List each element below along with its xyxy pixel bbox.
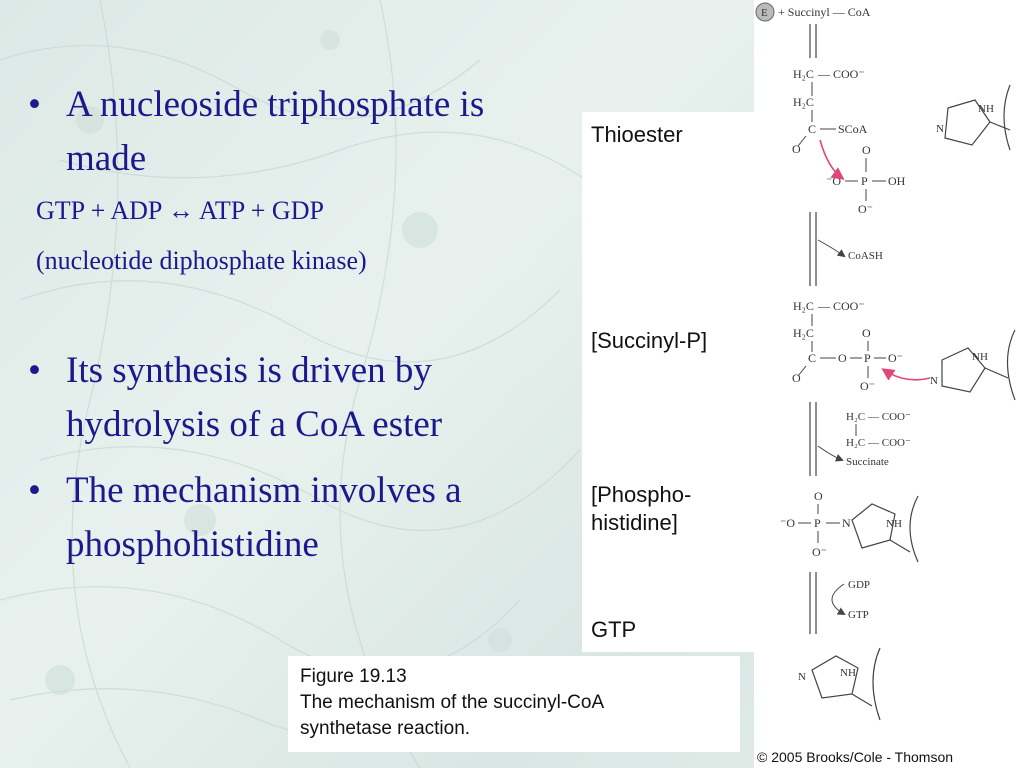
mechanism-diagram: [752, 0, 1024, 768]
enzyme-badge-label: E: [761, 7, 768, 19]
equilibrium-arrow-2: [810, 212, 816, 286]
chem-h2c: H₂C: [846, 411, 866, 423]
chem-o: O: [792, 371, 801, 385]
label-panel-top: [582, 112, 754, 652]
chem-o-minus: O⁻: [888, 351, 903, 365]
top-reactant: + Succinyl — CoA: [778, 5, 871, 19]
attack-arrow-1: [820, 140, 842, 178]
chem-nh: NH: [972, 351, 988, 363]
chem-nh: NH: [978, 103, 994, 115]
chem-o: O: [862, 143, 871, 157]
chem-h2c: H₂C: [793, 299, 814, 313]
bullet-dot: •: [28, 350, 41, 391]
bullet-dot: •: [28, 470, 41, 511]
chem-neg-o: ⁻O: [780, 516, 795, 530]
label-gtp: GTP: [591, 617, 637, 642]
chem-coo: — COO⁻: [818, 299, 865, 313]
chem-c: C: [808, 351, 817, 365]
chem-o: O: [814, 489, 823, 503]
enzyme-note: (nucleotide diphosphate kinase): [36, 246, 367, 275]
chem-p: P: [814, 516, 821, 530]
chem-n: N: [930, 375, 938, 387]
bullet-text: The mechanism involves a phosphohistidine: [66, 470, 462, 565]
chem-o: O: [838, 351, 847, 365]
chem-nh: NH: [886, 518, 902, 530]
chem-coo: — COO⁻: [868, 437, 911, 449]
imidazole-ring-4: [812, 648, 880, 720]
chem-coo: — COO⁻: [818, 67, 865, 81]
gdp-label: GDP: [848, 579, 871, 591]
copyright: © 2005 Brooks/Cole - Thomson: [757, 749, 954, 765]
chem-neg-o: ⁻O: [826, 174, 841, 188]
chem-o-minus: O⁻: [860, 379, 875, 393]
chem-p: P: [861, 174, 868, 188]
chem-coo: — COO⁻: [868, 411, 911, 423]
chem-h2c: H₂C: [793, 67, 814, 81]
equilibrium-arrow-1: [810, 24, 816, 58]
chem-h2c: H₂C: [793, 326, 814, 340]
caption-line-2: The mechanism of the succinyl-CoA: [300, 692, 605, 713]
label-succinyl-p: [Succinyl-P]: [591, 328, 708, 353]
chem-c: C: [808, 122, 817, 136]
chem-h2c: H₂C: [846, 437, 866, 449]
attack-arrow-2: [884, 370, 930, 380]
equilibrium-arrow-3: [810, 402, 816, 476]
caption-line-1: Figure 19.13: [300, 666, 407, 687]
chem-o-minus: O⁻: [858, 202, 873, 216]
label-phospho-histidine-2: histidine]: [591, 510, 678, 535]
chem-o-minus: O⁻: [812, 545, 827, 559]
bullet-dot: •: [28, 84, 41, 125]
chem-n: N: [842, 516, 851, 530]
imidazole-ring-1: [945, 85, 1010, 150]
coash-label: CoASH: [848, 250, 883, 262]
chem-p: P: [864, 351, 871, 365]
imidazole-ring-3: [852, 496, 918, 562]
succinate-label: Succinate: [846, 456, 889, 468]
equilibrium-arrow-4: [810, 572, 816, 634]
succinyl-coa-structure: [792, 67, 906, 216]
chem-oh: OH: [888, 174, 906, 188]
gtp-diagram-label: GTP: [848, 609, 869, 621]
chem-n: N: [798, 671, 806, 683]
chem-o: O: [862, 326, 871, 340]
equation: GTP + ADP ↔ ATP + GDP: [36, 196, 324, 225]
chem-n: N: [936, 123, 944, 135]
bullet-text: A nucleoside triphosphate is made: [66, 84, 485, 179]
chem-h2c: H₂C: [793, 95, 814, 109]
label-thioester: Thioester: [591, 122, 683, 147]
chem-scoa: SCoA: [838, 122, 868, 136]
chem-nh: NH: [840, 667, 856, 679]
imidazole-ring-2: [942, 330, 1015, 400]
caption-line-3: synthetase reaction.: [300, 718, 471, 739]
bullet-text: Its synthesis is driven by hydrolysis of a CoA ester: [66, 350, 443, 445]
label-phospho-histidine-1: [Phospho-: [591, 482, 692, 507]
chem-o: O: [792, 142, 801, 156]
figure-caption: [288, 656, 740, 752]
